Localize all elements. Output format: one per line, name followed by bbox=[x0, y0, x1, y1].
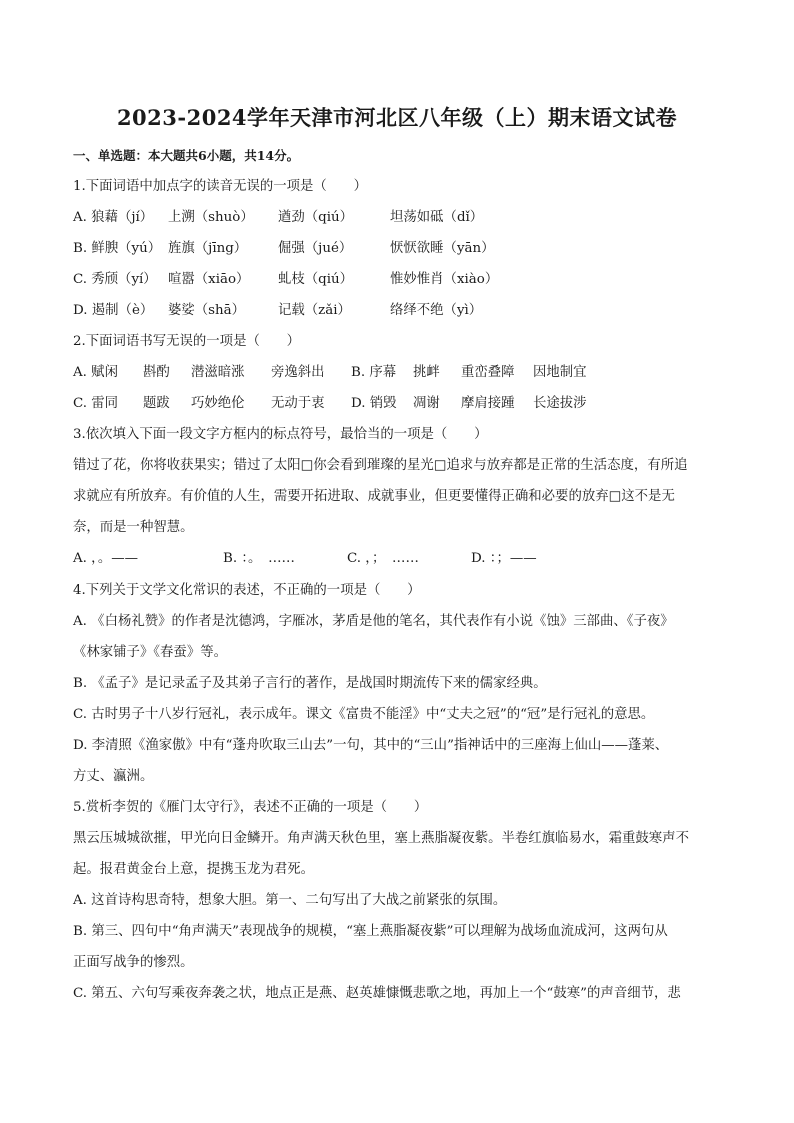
q3-option-a: A. ，。—— bbox=[73, 551, 139, 566]
q2-d-2: 凋谢 bbox=[413, 396, 440, 411]
q1-d-4: 络绎不绝（yì） bbox=[390, 303, 483, 318]
q2-c-1: C. 雷同 bbox=[73, 396, 119, 411]
section-heading: 一、单选题：本大题共6小题，共14分。 bbox=[73, 148, 300, 163]
q1-b-2: 旌旗（jīng） bbox=[168, 241, 248, 256]
q2-c-4: 无动于衷 bbox=[271, 396, 325, 411]
q3-option-d: D. ：；—— bbox=[471, 551, 537, 566]
exam-title: 2023-2024学年天津市河北区八年级（上）期末语文试卷 bbox=[116, 105, 678, 130]
q2-d-4: 长途拔涉 bbox=[533, 396, 587, 411]
q2-row-1 bbox=[73, 364, 587, 382]
q4-option-c: C. 古时男子十八岁行冠礼，表示成年。课文《富贵不能淫》中“丈夫之冠”的“冠”是行冠礼的意思。 bbox=[73, 707, 655, 722]
q1-d-2: 婆娑（shā） bbox=[168, 303, 246, 318]
q2-a-4: 旁逸斜出 bbox=[271, 365, 325, 380]
q3-option-b: B. ：。 …… bbox=[223, 551, 295, 566]
q2-a-1: A. 赋闲 bbox=[73, 365, 118, 380]
q5-option-c-line1: C. 第五、六句写乘夜奔袭之状，地点正是燕、赵英雄慷慨悲歌之地，再加上一个“鼓寒”的声音细节，悲 bbox=[73, 986, 681, 1001]
q4-option-a-line1: A. 《白杨礼赞》的作者是沈德鸿，字雁冰，茅盾是他的笔名，其代表作有小说《蚀》三部曲、《子夜》 bbox=[73, 614, 674, 629]
q1-d-3: 记载（zǎi） bbox=[278, 303, 351, 318]
q2-stem: 2.下面词语书写无误的一项是（ ） bbox=[73, 334, 301, 349]
q4-option-d-line2: 方丈、瀛洲。 bbox=[73, 769, 154, 784]
q2-b-1: B. 序幕 bbox=[351, 365, 397, 380]
q4-option-d-line1: D. 李清照《渔家傲》中有“蓬舟吹取三山去”一句，其中的“三山”指神话中的三座海上仙山——蓬莱、 bbox=[73, 738, 669, 753]
q1-c-4: 惟妙惟肖（xiào） bbox=[390, 272, 499, 287]
q2-d-1: D. 销毁 bbox=[351, 396, 397, 411]
q1-d-1: D. 遏制（è） bbox=[73, 303, 154, 318]
q2-a-3: 潜滋暗涨 bbox=[191, 365, 245, 380]
q1-c-1: C. 秀颀（yí） bbox=[73, 272, 157, 287]
q5-poem-line1: 黑云压城城欲摧，甲光向日金鳞开。角声满天秋色里，塞上燕脂凝夜紫。半卷红旗临易水，霜重鼓寒声不 bbox=[73, 831, 689, 846]
q5-option-a: A. 这首诗构思奇特，想象大胆。第一、二句写出了大战之前紧张的氛围。 bbox=[73, 893, 507, 908]
q2-c-2: 题跋 bbox=[143, 396, 170, 411]
q1-option-a bbox=[73, 209, 483, 227]
q2-b-2: 挑衅 bbox=[413, 365, 440, 380]
q3-option-c: C. ，； …… bbox=[347, 551, 419, 566]
q5-stem: 5.赏析李贺的《雁门太守行》，表述不正确的一项是（ ） bbox=[73, 800, 428, 815]
q1-a-4: 坦荡如砥（dǐ） bbox=[390, 210, 484, 225]
q4-option-b: B. 《孟子》是记录孟子及其弟子言行的著作，是战国时期流传下来的儒家经典。 bbox=[73, 676, 547, 691]
q2-a-2: 斟酌 bbox=[143, 365, 170, 380]
q5-option-b-line1: B. 第三、四句中“角声满天”表现战争的规模，“塞上燕脂凝夜紫”可以理解为战场血流成河，这两句从 bbox=[73, 924, 668, 939]
q1-a-3: 遒劲（qiú） bbox=[278, 210, 354, 225]
q2-row-2 bbox=[73, 395, 587, 413]
q1-a-2: 上溯（shuò） bbox=[168, 210, 254, 225]
q4-stem: 4.下列关于文学文化常识的表述，不正确的一项是（ ） bbox=[73, 583, 421, 598]
q2-c-3: 巧妙绝伦 bbox=[191, 396, 245, 411]
q1-a-1: A. 狼藉（jí） bbox=[73, 210, 154, 225]
q5-poem-line2: 起。报君黄金台上意，提携玉龙为君死。 bbox=[73, 862, 315, 877]
q3-stem: 3.依次填入下面一段文字方框内的标点符号，最恰当的一项是（ ） bbox=[73, 427, 488, 442]
q3-options bbox=[73, 550, 537, 568]
q2-b-3: 重峦叠障 bbox=[461, 365, 515, 380]
q3-passage-1: 错过了花，你将收获果实；错过了太阳□你会看到璀璨的星光□追求与放弃都是正常的生活态度，有所追 bbox=[73, 458, 688, 473]
q1-b-4: 恹恹欲睡（yān） bbox=[390, 241, 495, 256]
q2-d-3: 摩肩接踵 bbox=[461, 396, 515, 411]
q1-c-3: 虬枝（qiú） bbox=[278, 272, 354, 287]
q2-b-4: 因地制宜 bbox=[533, 365, 587, 380]
q1-b-3: 倔强（jué） bbox=[278, 241, 353, 256]
q1-c-2: 喧嚣（xiāo） bbox=[168, 272, 250, 287]
q1-option-b bbox=[73, 240, 495, 258]
q1-b-1: B. 鲜腴（yú） bbox=[73, 241, 162, 256]
q1-option-c bbox=[73, 271, 498, 289]
q4-option-a-line2: 《林家铺子》《春蚕》等。 bbox=[73, 645, 227, 660]
q1-option-d bbox=[73, 302, 482, 320]
q3-passage-2: 求就应有所放弃。有价值的人生，需要开拓进取、成就事业，但更要懂得正确和必要的放弃□这不是无 bbox=[73, 489, 675, 504]
q1-stem: 1.下面词语中加点字的读音无误的一项是（ ） bbox=[73, 179, 367, 194]
q5-option-b-line2: 正面写战争的惨烈。 bbox=[73, 955, 194, 970]
q3-passage-3: 奈，而是一种智慧。 bbox=[73, 520, 194, 535]
